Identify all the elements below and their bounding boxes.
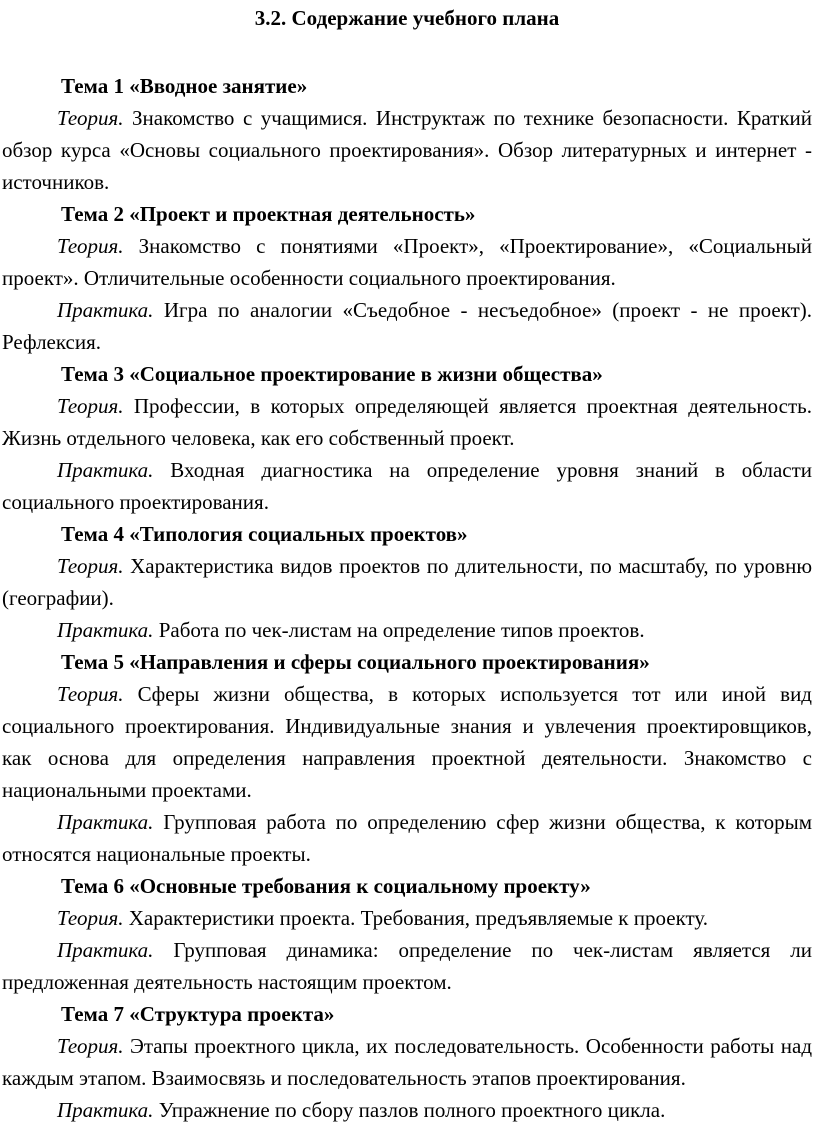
practice-paragraph — [2, 294, 812, 358]
theory-text: Профессии, в которых определяющей является проектная деятельность. Жизнь отдельного человека, как его собственный проект. — [2, 394, 813, 450]
theory-text: Характеристика видов проектов по длительности, по масштабу, по уровню (географии). — [2, 554, 813, 610]
practice-text: Входная диагностика на определение уровня знаний в области социального проектирования. — [2, 458, 812, 514]
theory-label: Теория. — [57, 106, 124, 130]
theory-label: Теория. — [57, 394, 124, 418]
practice-paragraph — [2, 806, 812, 870]
practice-paragraph — [2, 614, 812, 646]
topic-heading: Тема 6 «Основные требования к социальному проекту» — [61, 874, 591, 898]
theory-paragraph — [2, 678, 812, 806]
practice-label: Практика. — [57, 298, 154, 322]
practice-text: Упражнение по сбору пазлов полного проектного цикла. — [158, 1098, 666, 1122]
theory-text: Знакомство с учащимися. Инструктаж по технике безопасности. Краткий обзор курса «Основы социального проектирования». Обзор литературных и интернет - источников. — [2, 106, 812, 194]
theory-paragraph — [2, 390, 812, 454]
theory-paragraph — [2, 1030, 812, 1094]
practice-label: Практика. — [57, 1098, 154, 1122]
practice-paragraph — [2, 934, 812, 998]
theory-label: Теория. — [57, 554, 124, 578]
topic-heading: Тема 5 «Направления и сферы социального проектирования» — [61, 650, 650, 674]
practice-label: Практика. — [57, 938, 154, 962]
theory-label: Теория. — [57, 1034, 124, 1058]
practice-paragraph — [2, 1094, 812, 1126]
theory-label: Теория. — [57, 234, 124, 258]
topic-heading: Тема 7 «Структура проекта» — [61, 1002, 335, 1026]
theory-label: Теория. — [57, 682, 124, 706]
theory-paragraph — [2, 102, 812, 198]
practice-paragraph — [2, 454, 812, 518]
practice-label: Практика. — [57, 458, 154, 482]
practice-text: Работа по чек-листам на определение типов проектов. — [158, 618, 645, 642]
topic-heading: Тема 3 «Социальное проектирование в жизни общества» — [61, 362, 603, 386]
practice-text: Групповая динамика: определение по чек-листам является ли предложенная деятельность настоящим проектом. — [2, 938, 813, 994]
theory-text: Знакомство с понятиями «Проект», «Проектирование», «Социальный проект». Отличительные особенности социального проектирования. — [2, 234, 812, 290]
theory-text: Характеристики проекта. Требования, предъявляемые к проекту. — [128, 906, 709, 930]
theory-text: Сферы жизни общества, в которых используется тот или иной вид социального проектирования. Индивидуальные знания и увлечения проектировщиков, как основа для определения направления проектной деятельности. Знакомство с национальными проектами. — [2, 682, 812, 802]
theory-paragraph — [2, 230, 812, 294]
theory-paragraph — [2, 550, 812, 614]
practice-text: Групповая работа по определению сфер жизни общества, к которым относятся национальные проекты. — [2, 810, 813, 866]
theory-text: Этапы проектного цикла, их последовательность. Особенности работы над каждым этапом. Взаимосвязь и последовательность этапов проектирования. — [2, 1034, 813, 1090]
theory-paragraph — [2, 902, 812, 934]
theory-label: Теория. — [57, 906, 124, 930]
topic-heading: Тема 4 «Типология социальных проектов» — [61, 522, 468, 546]
practice-label: Практика. — [57, 810, 154, 834]
topic-heading: Тема 2 «Проект и проектная деятельность» — [61, 202, 476, 226]
topic-heading: Тема 1 «Вводное занятие» — [61, 74, 308, 98]
practice-label: Практика. — [57, 618, 154, 642]
practice-text: Игра по аналогии «Съедобное - несъедобное» (проект - не проект). Рефлексия. — [2, 298, 812, 354]
page-title: 3.2. Содержание учебного плана — [254, 6, 560, 30]
